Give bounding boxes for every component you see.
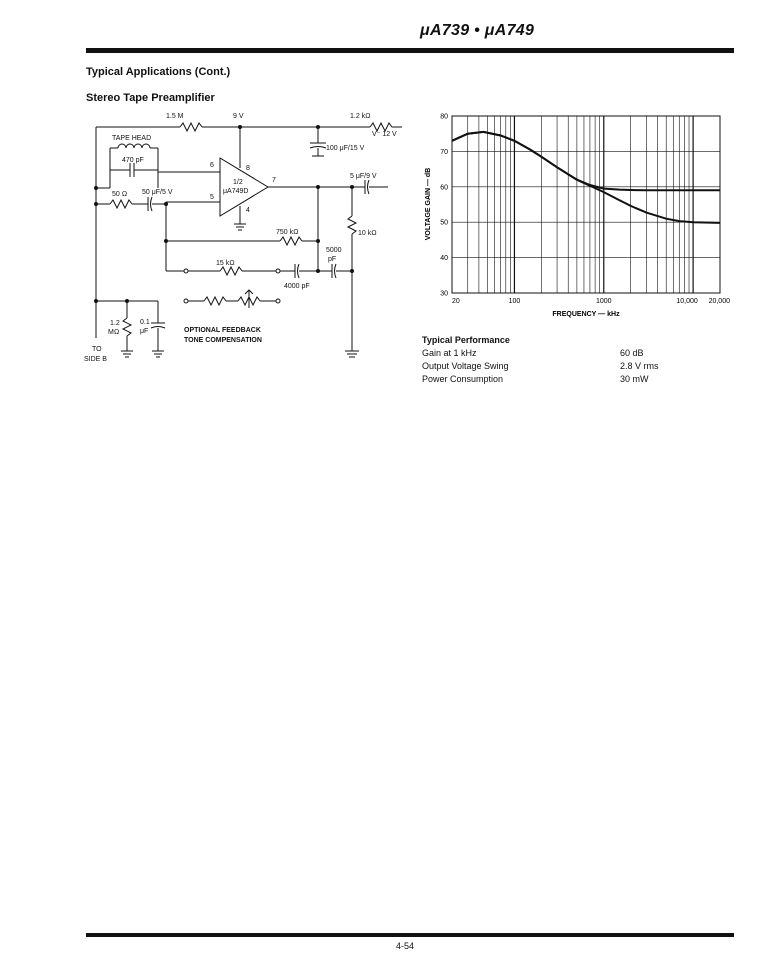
chart-series — [452, 132, 720, 223]
opamp-triangle — [220, 158, 268, 216]
label-r-750k: 750 kΩ — [276, 229, 299, 236]
label-pin-8: 8 — [246, 165, 250, 172]
tape-head-coil — [118, 144, 150, 148]
subsection-title: Stereo Tape Preamplifier — [86, 92, 215, 104]
series-line — [452, 132, 720, 223]
chart-x-ticks — [452, 298, 730, 305]
label-cap-5uf: 5 μF/9 V — [350, 173, 377, 180]
x-tick-label: 1000 — [595, 298, 612, 305]
label-side-b: SIDE B — [84, 356, 107, 363]
label-r-15k: 15 kΩ — [216, 260, 235, 267]
label-opamp-part: μA749D — [223, 188, 249, 195]
y-tick-label: 70 — [440, 148, 448, 156]
performance-label: Gain at 1 kHz — [422, 348, 477, 358]
label-pin-4: 4 — [246, 207, 250, 214]
y-tick-label: 50 — [440, 219, 448, 227]
performance-value: 60 dB — [620, 348, 644, 358]
resistor-1-5m — [180, 123, 202, 131]
label-cap-5000pf-unit: pF — [328, 256, 337, 263]
label-r-50: 50 Ω — [112, 191, 128, 198]
chart-plot-frame — [452, 116, 720, 293]
label-pin-6: 6 — [210, 162, 214, 169]
resistor-10k — [348, 216, 356, 234]
label-r-10k: 10 kΩ — [358, 230, 377, 237]
x-tick-label: 10,000 — [676, 298, 698, 305]
page-header-title: μA739 • μA749 — [420, 22, 535, 39]
label-to: TO — [92, 346, 102, 353]
chart-y-axis-label: VOLTAGE GAIN — dB — [425, 167, 432, 241]
label-optional-feedback: OPTIONAL FEEDBACK — [184, 327, 261, 334]
section-title: Typical Applications (Cont.) — [86, 66, 231, 78]
label-opamp-half: 1/2 — [233, 179, 243, 186]
resistor-1-2k — [370, 123, 402, 131]
chart-x-axis-label: FREQUENCY — kHz — [552, 311, 620, 318]
label-r-1-2m: 1.2 — [110, 320, 120, 327]
label-cap-0-1-unit: μF — [140, 328, 149, 335]
label-cap-4000pf: 4000 pF — [284, 283, 310, 290]
y-tick-label: 40 — [440, 255, 448, 263]
label-9v: 9 V — [233, 113, 244, 120]
performance-value: 2.8 V rms — [620, 361, 659, 371]
preamplifier-schematic — [80, 108, 410, 372]
y-tick-label: 80 — [440, 113, 448, 121]
label-pin-5: 5 — [210, 194, 214, 201]
footer-rule — [86, 933, 734, 937]
chart-grid — [452, 116, 720, 293]
header-rule — [86, 48, 734, 53]
y-tick-label: 30 — [440, 290, 448, 298]
performance-label: Power Consumption — [422, 374, 504, 384]
performance-heading: Typical Performance — [422, 335, 510, 345]
x-tick-label: 20 — [452, 298, 460, 305]
label-v-minus: V⁻ 12 V — [372, 131, 397, 138]
label-r-1-2k: 1.2 kΩ — [350, 113, 371, 120]
page-number: 4-54 — [396, 941, 415, 951]
label-cap-5000pf: 5000 — [326, 247, 342, 254]
label-r-1-2m-unit: MΩ — [108, 329, 120, 336]
label-cap-0-1: 0.1 — [140, 319, 150, 326]
chart-y-ticks — [440, 114, 448, 298]
x-tick-label: 100 — [508, 298, 521, 305]
label-cap-470pf: 470 pF — [122, 157, 144, 164]
x-tick-label: 20,000 — [708, 298, 730, 305]
label-cap-100uf: 100 μF/15 V — [326, 145, 365, 152]
label-cap-50uf: 50 μF/5 V — [142, 189, 173, 196]
label-tape-head: TAPE HEAD — [112, 135, 152, 142]
performance-value: 30 mW — [620, 374, 649, 384]
series-line — [452, 132, 720, 190]
label-r-1-5m: 1.5 M — [166, 113, 184, 120]
performance-label: Output Voltage Swing — [422, 361, 509, 371]
label-tone-compensation: TONE COMPENSATION — [184, 337, 262, 344]
y-tick-label: 60 — [440, 184, 448, 192]
voltage-gain-chart — [410, 108, 730, 324]
label-pin-7: 7 — [272, 177, 276, 184]
